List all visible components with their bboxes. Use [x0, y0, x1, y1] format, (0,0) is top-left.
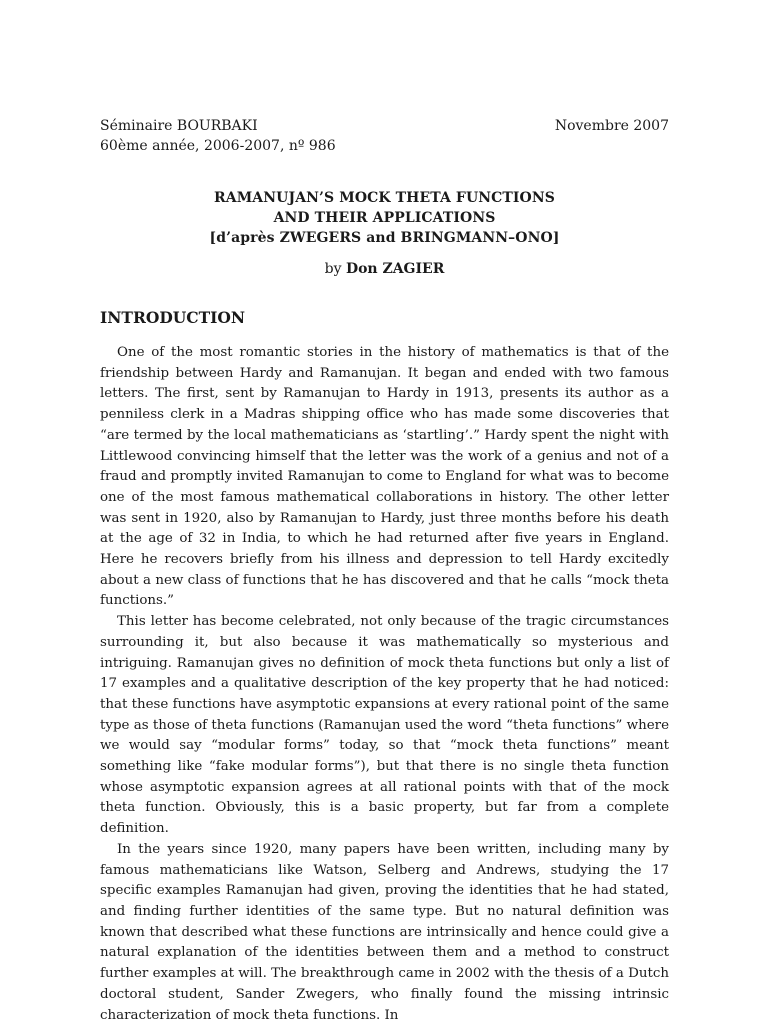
section-heading: INTRODUCTION	[100, 308, 246, 327]
byline-prefix: by	[324, 261, 342, 277]
body-text	[100, 343, 669, 1026]
paper-title	[100, 188, 669, 248]
title-line-1: RAMANUJAN’S MOCK THETA FUNCTIONS	[214, 190, 555, 206]
paragraph: One of the most romantic stories in the history of mathematics is that of the friendship between Hardy and Ramanujan. It began and ended with two famous letters. The first, sent by Ramanujan to Hardy in 1913, presents its author as a penniless clerk in a Madras shipping office who has made some discoveries that “are termed by the local mathematicians as ‘startling’.” Hardy spent the night with Littlewood convincing himself that the letter was the work of a genius and not of a fraud and promptly invited Ramanujan to come to England for what was to become one of the most famous mathematical collaborations in history. The other letter was sent in 1920, also by Ramanujan to Hardy, just three months before his death at the age of 32 in India, to which he had returned after five years in England. Here he recovers briefly from his illness and depression to tell Hardy excitedly about a new class of functions that he has discovered and that he calls “mock theta functions.”	[100, 345, 669, 609]
volume-info: 60ème année, 2006-2007, nº 986	[100, 138, 336, 154]
author-name: Don ZAGIER	[345, 261, 445, 277]
paragraph: In the years since 1920, many papers have been written, including many by famous mathematicians like Watson, Selberg and Andrews, studying the 17 specific examples Ramanujan had given, proving the identities that he had stated, and finding further identities of the same type. But no natural definition was known that described what these functions are intrinsically and hence could give a natural explanation of the identities between them and a method to construct further examples at will. The breakthrough came in 2002 with the thesis of a Dutch doctoral student, Sander Zwegers, who finally found the missing intrinsic characterization of mock theta functions. In	[100, 841, 669, 1023]
paragraph: This letter has become celebrated, not only because of the tragic circumstances surrounding it, but also because it was mathematically so mysterious and intriguing. Ramanujan gives no definition of mock theta functions but only a list of 17 examples and a qualitative description of the key property that he had noticed: that these functions have asymptotic expansions at every rational point of the same type as those of theta functions (Ramanujan used the word “theta functions” where we would say “modular forms” today, so that “mock theta functions” meant something like “fake modular forms”), but that there is no single theta function whose asymptotic expansion agrees at all rational points with that of the mock theta function. Obviously, this is a basic property, but far from a complete definition.	[100, 614, 669, 837]
title-line-2: AND THEIR APPLICATIONS	[273, 210, 496, 226]
byline	[100, 259, 669, 279]
title-line-3: [d’après ZWEGERS and BRINGMANN–ONO]	[209, 230, 560, 246]
header-left	[100, 116, 336, 156]
header-date: Novembre 2007	[554, 118, 669, 134]
seminar-name: Séminaire BOURBAKI	[100, 118, 258, 134]
